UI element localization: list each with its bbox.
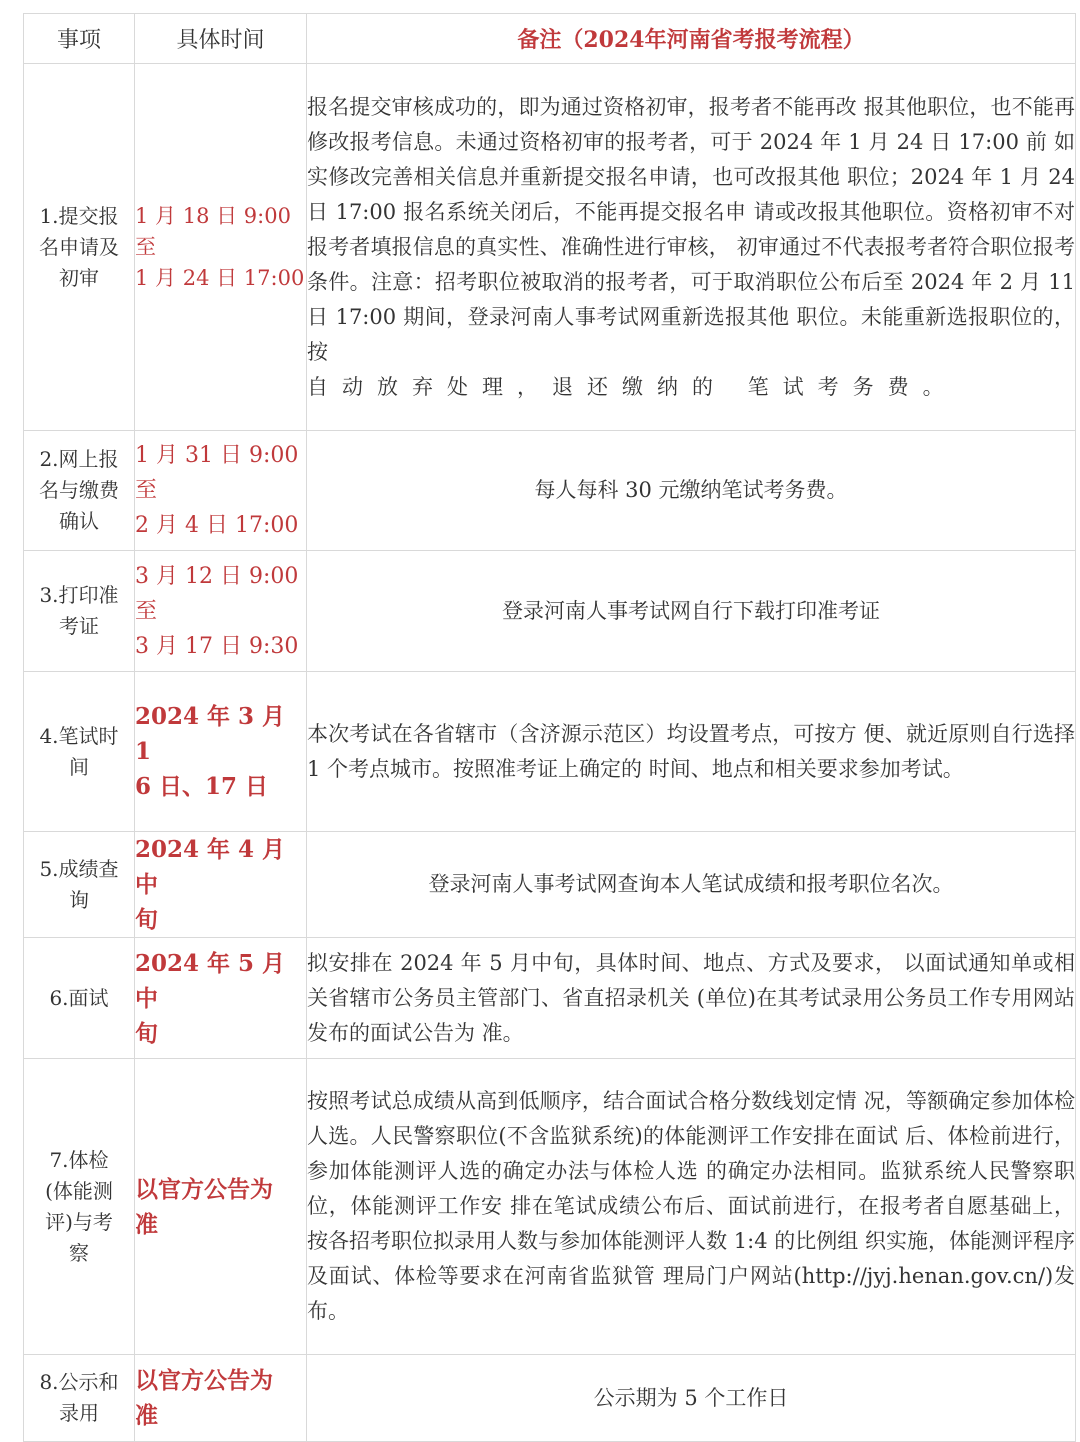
note-text: 登录河南人事考试网查询本人笔试成绩和报考职位名次。 <box>428 872 954 896</box>
table-row <box>24 672 1076 832</box>
item-line: 察 <box>69 1240 89 1265</box>
item-line: 8.公示和 <box>39 1370 119 1394</box>
item-cell <box>24 551 135 672</box>
time-cell <box>135 938 307 1059</box>
time-line: 准 <box>135 1402 158 1429</box>
note-text: 公示期为 5 个工作日 <box>593 1385 789 1410</box>
item-line: 录用 <box>59 1401 99 1425</box>
time-cell <box>135 672 307 832</box>
table-row <box>24 431 1076 551</box>
time-line: 旬 <box>135 1019 158 1047</box>
item-line: 名与缴费 <box>39 478 119 502</box>
item-cell <box>24 832 135 938</box>
table-row <box>24 938 1076 1059</box>
time-line: 准 <box>135 1210 158 1238</box>
time-line: 2024 年 4 月中 <box>135 836 286 898</box>
note-text: 每人每科 30 元缴纳笔试考务费。 <box>534 478 848 502</box>
item-cell <box>24 672 135 832</box>
time-line: 至 <box>135 234 156 259</box>
note-text: 本次考试在各省辖市（含济源示范区）均设置考点，可按方 便、就近原则自行选择 1 个考点城市。按照准考证上确定的 时间、地点和相关要求参加考试。 <box>307 721 1075 781</box>
time-line: 1 月 24 日 17:00 <box>135 265 305 290</box>
header-time: 具体时间 <box>135 14 307 64</box>
item-line: 1.提交报 <box>39 203 119 228</box>
item-cell <box>24 1355 135 1442</box>
note-text: 登录河南人事考试网自行下载打印准考证 <box>502 598 880 623</box>
item-line: 初审 <box>59 265 99 290</box>
time-line: 2 月 4 日 17:00 <box>135 513 299 538</box>
time-line: 3 月 12 日 9:00 <box>135 563 299 589</box>
time-cell <box>135 64 307 431</box>
time-line: 旬 <box>135 906 158 933</box>
time-line: 1 月 31 日 9:00 <box>135 443 299 468</box>
item-line: 名申请及 <box>39 234 119 259</box>
item-line: 6.面试 <box>49 985 109 1010</box>
time-cell <box>135 431 307 551</box>
note-text: 报名提交审核成功的，即为通过资格初审，报考者不能再改 报其他职位，也不能再修改报考信息。未通过资格初审的报考者，可于 2024 年 1 月 24 日 17:00 前 如实修改完善相关信息并重新提交报名申请，也可改报其他 职位；2024 年 1 月 24 日 17:00 报名系统关闭后，不能再提交报名申 请或改报其他职位。资格初审不对报考者填报信息的真实性、准确性进行审核， 初审通过不代表报考者符合职位报考条件。注意：招考职位被取消的报考者，可于取消职位公布后至 2024 年 2 月 11 日 17:00 期间，登录河南人事考试网重新选报其他 职位。未能重新选报职位的，按 <box>307 94 1075 364</box>
time-line: 以官方公告为 <box>135 1367 273 1394</box>
item-cell <box>24 431 135 551</box>
time-cell <box>135 551 307 672</box>
note-text: 拟安排在 2024 年 5 月中旬，具体时间、地点、方式及要求， 以面试通知单或相关省辖市公务员主管部门、省直招录机关 (单位)在其考试录用公务员工作专用网站发布的面试公告为 准。 <box>307 950 1075 1045</box>
table-row <box>24 551 1076 672</box>
item-cell <box>24 64 135 431</box>
item-cell <box>24 1059 135 1355</box>
note-cell <box>307 1355 1076 1442</box>
item-line: 5.成绩查 <box>39 856 119 881</box>
header-item: 事项 <box>24 14 135 64</box>
table-row <box>24 832 1076 938</box>
item-line: 3.打印准 <box>39 583 119 607</box>
note-cell <box>307 938 1076 1059</box>
item-line: 间 <box>69 754 89 779</box>
item-line: 4.笔试时 <box>39 723 119 748</box>
header-row <box>24 14 1076 64</box>
time-line: 以官方公告为 <box>135 1175 273 1203</box>
time-line: 1 月 18 日 9:00 <box>135 203 291 228</box>
note-text-tail: 自动放弃处理，退还缴纳的 笔试考务费。 <box>307 374 958 399</box>
item-line: 评)与考 <box>45 1209 113 1234</box>
item-line: 7.体检 <box>49 1147 109 1172</box>
time-cell <box>135 832 307 938</box>
table-row <box>24 64 1076 431</box>
note-cell <box>307 551 1076 672</box>
note-text: 按照考试总成绩从高到低顺序，结合面试合格分数线划定情 况，等额确定参加体检人选。人民警察职位(不含监狱系统)的体能测评工作安排在面试 后、体检前进行，参加体能测评人选的确定办法与体检人选 的确定办法相同。监狱系统人民警察职位，体能测评工作安 排在笔试成绩公布后、面试前进行，在报考者自愿基础上， 按各招考职位拟录用人数与参加体能测评人数 1:4 的比例组 织实施，体能测评程序及面试、体检等要求在河南省监狱管 理局门户网站(http://jyj.henan.gov.cn/)发布。 <box>307 1089 1075 1323</box>
item-line: 询 <box>69 887 89 912</box>
time-cell <box>135 1059 307 1355</box>
time-line: 2024 年 5 月中 <box>135 949 286 1012</box>
note-cell <box>307 832 1076 938</box>
note-cell <box>307 431 1076 551</box>
item-line: 考证 <box>59 614 99 638</box>
item-line: 2.网上报 <box>39 447 119 471</box>
table-row <box>24 1059 1076 1355</box>
schedule-table <box>23 13 1076 1442</box>
time-line: 至 <box>135 478 158 503</box>
time-line: 2024 年 3 月 1 <box>135 703 286 765</box>
item-line: (体能测 <box>45 1178 113 1203</box>
item-line: 确认 <box>59 509 99 533</box>
note-cell <box>307 672 1076 832</box>
table-row <box>24 1355 1076 1442</box>
time-line: 至 <box>135 598 158 624</box>
note-cell <box>307 64 1076 431</box>
time-line: 3 月 17 日 9:30 <box>135 633 299 659</box>
note-cell <box>307 1059 1076 1355</box>
time-line: 6 日、17 日 <box>135 773 269 800</box>
item-cell <box>24 938 135 1059</box>
time-cell <box>135 1355 307 1442</box>
header-note: 备注（2024年河南省考报考流程） <box>307 14 1076 64</box>
